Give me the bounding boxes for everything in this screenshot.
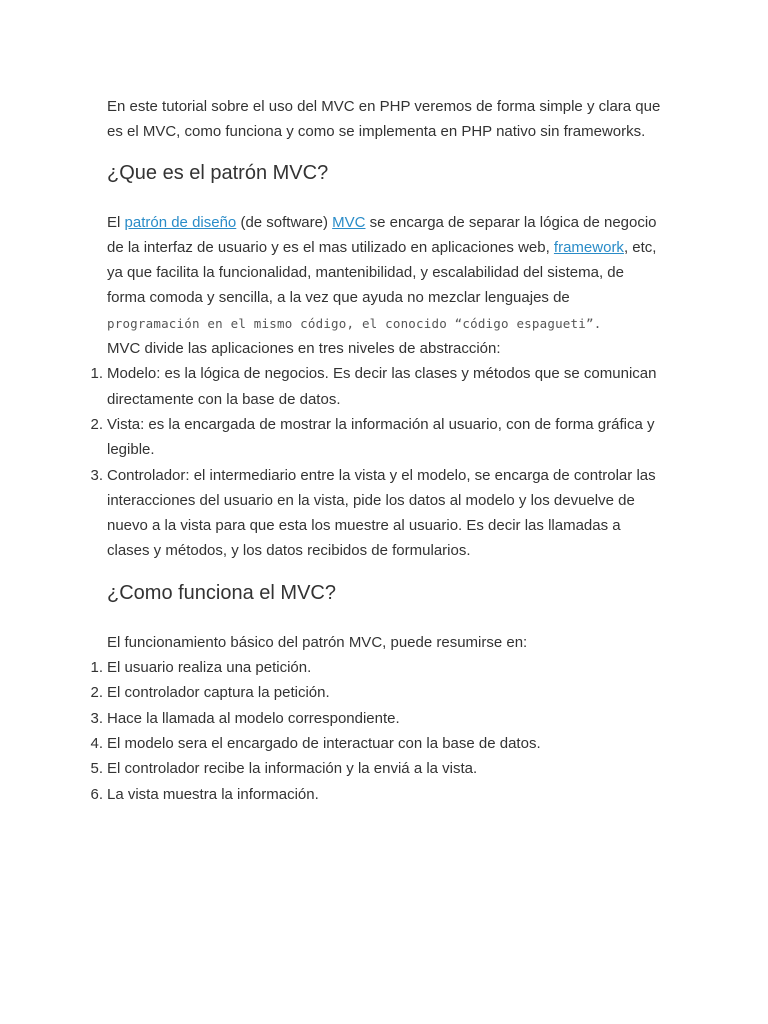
list-item: [90, 782, 663, 807]
list-item-number: 3.: [90, 709, 103, 727]
steps-list: [90, 655, 663, 807]
list-item: [90, 361, 663, 412]
list-item-text: La vista muestra la información.: [107, 785, 319, 803]
list-item-number: 3.: [90, 466, 103, 484]
link-patron-de-diseno[interactable]: patrón de diseño: [124, 213, 237, 231]
list-item-number: 6.: [90, 785, 103, 803]
definition-text-mid3: , etc, ya que facilita la funcionalidad, mantenibilidad, y escalabilidad del sistema, de forma comoda y sencilla, a la vez que ayuda no mezclar lenguajes de: [107, 238, 657, 307]
list-item-text: Controlador: el intermediario entre la vista y el modelo, se encarga de controlar las interacciones del usuario en la vista, pide los datos al modelo y los devuelve de nuevo a la vista para que esta los muestre al usuario. Es decir las llamadas a clases y métodos, y los datos recibidos de formularios.: [107, 466, 656, 560]
list-item: [90, 756, 663, 781]
mvc-definition-paragraph: [107, 210, 663, 336]
list-item-text: El modelo sera el encargado de interactuar con la base de datos.: [107, 734, 541, 752]
intro-paragraph: En este tutorial sobre el uso del MVC en PHP veremos de forma simple y clara que es el MVC, como funciona y como se implementa en PHP nativo sin frameworks.: [107, 98, 661, 141]
list-item-text: Modelo: es la lógica de negocios. Es decir las clases y métodos que se comunican directamente con la base de datos.: [107, 365, 657, 408]
link-framework[interactable]: framework: [553, 238, 624, 256]
levels-intro: MVC divide las aplicaciones en tres niveles de abstracción:: [107, 340, 501, 358]
list-item-number: 1.: [90, 659, 103, 677]
definition-text-mid2: se encarga de separar la lógica de negocio de la interfaz de usuario y es el mas utilizado en aplicaciones web,: [107, 213, 657, 256]
list-item: [90, 463, 663, 564]
list-item-number: 4.: [90, 734, 103, 752]
list-item: [90, 655, 663, 680]
list-item-number: 2.: [90, 415, 103, 433]
list-item: [90, 706, 663, 731]
list-item-number: 1.: [90, 365, 103, 383]
definition-text-start: El: [107, 213, 125, 231]
list-item: [90, 731, 663, 756]
section-title-que-es-mvc: ¿Que es el patrón MVC?: [107, 161, 329, 184]
definition-text-mono: programación en el mismo código, el conocido “código espagueti”.: [107, 315, 602, 331]
list-item: [90, 412, 663, 463]
steps-intro: El funcionamiento básico del patrón MVC, puede resumirse en:: [107, 633, 528, 651]
list-item-text: Hace la llamada al modelo correspondiente.: [107, 709, 400, 727]
list-item-number: 2.: [90, 684, 103, 702]
levels-list: [90, 361, 663, 563]
list-item-text: El controlador recibe la información y la enviá a la vista.: [107, 760, 478, 778]
list-item-text: El controlador captura la petición.: [107, 684, 330, 702]
list-item-number: 5.: [90, 760, 103, 778]
list-item: [90, 680, 663, 705]
list-item-text: Vista: es la encargada de mostrar la información al usuario, con de forma gráfica y legible.: [107, 415, 655, 459]
definition-text-mid1: (de software): [236, 213, 333, 231]
list-item-text: El usuario realiza una petición.: [107, 659, 312, 677]
link-mvc[interactable]: MVC: [332, 213, 366, 231]
section-title-como-funciona: ¿Como funciona el MVC?: [107, 581, 336, 604]
article-body: [90, 94, 663, 807]
